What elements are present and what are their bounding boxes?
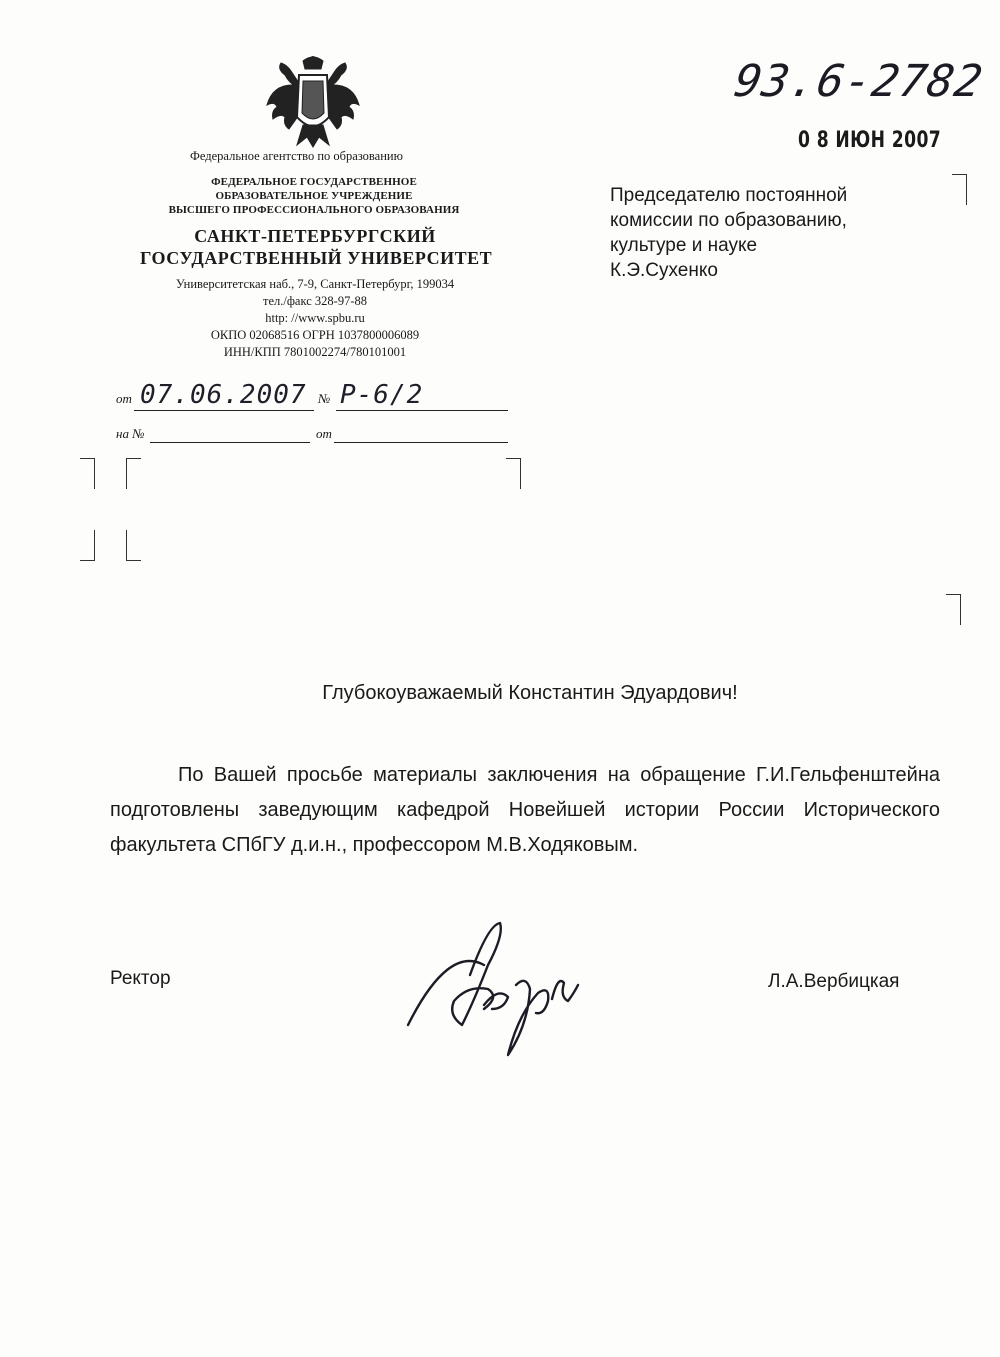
- website-line: http: //www.spbu.ru: [265, 311, 365, 325]
- greeting: Глубокоуважаемый Константин Эдуардович!: [322, 682, 738, 704]
- institution-type-line: ВЫСШЕГО ПРОФЕССИОНАЛЬНОГО ОБРАЗОВАНИЯ: [168, 204, 460, 216]
- recipient-block: [610, 183, 847, 283]
- address-corner-mark: [80, 458, 95, 489]
- date-underline: [134, 410, 314, 411]
- okpo-ogrn-line: ОКПО 02068516 ОГРН 1037800006089: [210, 328, 420, 342]
- signatory-name: Л.А.Вербицкая: [768, 971, 900, 992]
- address-corner-mark: [80, 530, 95, 561]
- handwritten-signature-icon: [388, 905, 588, 1065]
- number-label: №: [318, 391, 331, 406]
- double-headed-eagle-emblem-icon: [263, 55, 363, 150]
- recipient-name: К.Э.Сухенко: [610, 260, 718, 281]
- institution-type-line: ФЕДЕРАЛЬНОЕ ГОСУДАРСТВЕННОЕ: [211, 176, 417, 188]
- institution-type-line: ОБРАЗОВАТЕЛЬНОЕ УЧРЕЖДЕНИЕ: [215, 190, 413, 202]
- address-corner-mark: [506, 458, 521, 489]
- registration-number-handwritten: 93.6-2782: [730, 56, 987, 107]
- received-date-stamp: 0 8 ИЮН 2007: [798, 128, 942, 153]
- address-corner-mark: [126, 530, 141, 561]
- university-name-line: САНКТ-ПЕТЕРБУРГСКИЙ: [194, 226, 436, 246]
- letterhead-address: [140, 276, 490, 361]
- recipient-corner-mark: [946, 594, 961, 625]
- university-name-line: ГОСУДАРСТВЕННЫЙ УНИВЕРСИТЕТ: [140, 248, 493, 268]
- signatory-role: Ректор: [110, 968, 171, 989]
- letter-body: По Вашей просьбе материалы заключения на обращение Г.И.Гельфенштейна подготовлены заведующим кафедрой Новейшей истории России Исторического факультета СПбГУ д.и.н., профессором М.В.Ходяковым.: [110, 764, 940, 856]
- address-line: Университетская наб., 7-9, Санкт-Петербург, 199034: [175, 277, 455, 291]
- letterhead-agency: Федеральное агентство по образованию: [190, 149, 403, 163]
- recipient-line: культуре и науке: [610, 235, 758, 256]
- recipient-corner-mark: [952, 174, 967, 205]
- phone-fax-line: тел./факс 328-97-88: [262, 294, 367, 308]
- outgoing-date-handwritten: 07.06.2007: [140, 380, 307, 410]
- letterhead-university-name: [140, 225, 493, 269]
- date-label: от: [116, 391, 132, 406]
- reference-date-label: от: [316, 426, 332, 441]
- reference-number-underline: [150, 442, 310, 443]
- letterhead-institution-type: [146, 175, 482, 217]
- address-corner-mark: [126, 458, 141, 489]
- outgoing-number-handwritten: Р-6/2: [340, 380, 424, 410]
- recipient-line: комиссии по образованию,: [610, 210, 847, 231]
- number-underline: [336, 410, 508, 411]
- recipient-line: Председателю постоянной: [610, 185, 848, 206]
- reference-date-underline: [334, 442, 508, 443]
- reference-number-label: на №: [116, 426, 145, 441]
- inn-kpp-line: ИНН/КПП 7801002274/780101001: [223, 345, 407, 359]
